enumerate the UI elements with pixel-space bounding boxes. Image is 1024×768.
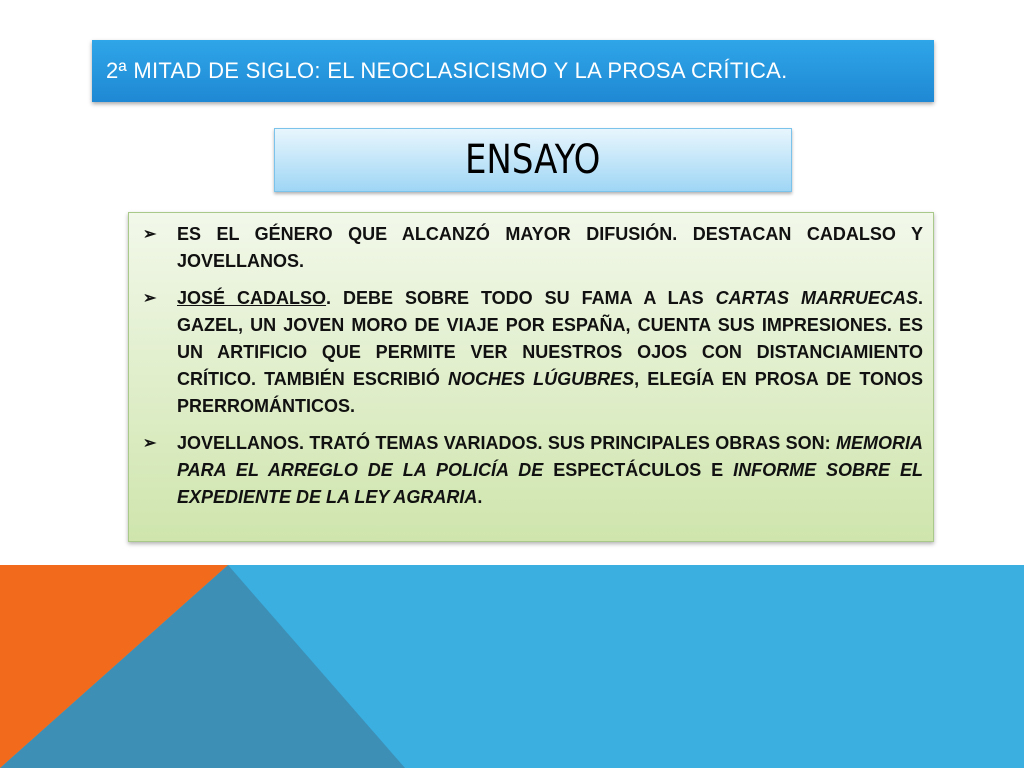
arrow-bullet-icon: ➢	[143, 435, 157, 452]
bullet-text: . GAZEL, UN JOVEN MORO DE VIAJE POR ESPAÑA, CUENTA SUS IMPRESIONES. ES UN ARTIFICIO QUE PERMITE VER NUESTROS OJOS CON DISTANCIAMIENTO CRÍTICO. TAMBIÉN ESCRIBIÓ	[177, 288, 923, 389]
bullet-text: ESPECTÁCULOS E	[553, 460, 734, 480]
section-heading-box	[274, 128, 792, 192]
bullet-item	[141, 221, 923, 275]
bullet-item	[141, 285, 923, 420]
slide-title-bar	[92, 40, 934, 102]
work-title: NOCHES LÚGUBRES	[447, 369, 635, 389]
work-title: CARTAS MARRUECAS	[715, 288, 918, 308]
author-name-cadalso: JOSÉ CADALSO	[177, 288, 327, 308]
content-box	[128, 212, 934, 542]
arrow-bullet-icon: ➢	[143, 290, 157, 307]
bullet-text: ES EL GÉNERO QUE ALCANZÓ MAYOR DIFUSIÓN. DESTACAN CADALSO Y JOVELLANOS.	[177, 224, 923, 271]
section-heading: ENSAYO	[465, 137, 601, 183]
bullet-text: .	[477, 487, 483, 507]
bullet-item	[141, 430, 923, 511]
work-title: INFORME SOBRE EL EXPEDIENTE DE LA LEY AGRARIA	[177, 460, 924, 507]
work-title: MEMORIA PARA EL ARREGLO DE LA POLICÍA DE	[177, 433, 923, 480]
bullet-text: JOVELLANOS. TRATÓ TEMAS VARIADOS. SUS PRINCIPALES OBRAS SON:	[177, 433, 836, 453]
bullet-text: . DEBE SOBRE TODO SU FAMA A LAS	[326, 288, 716, 308]
bullet-text: , ELEGÍA EN PROSA DE TONOS PRERROMÁNTICOS.	[177, 369, 924, 416]
arrow-bullet-icon: ➢	[143, 226, 157, 243]
slide-title: 2ª MITAD DE SIGLO: EL NEOCLASICISMO Y LA PROSA CRÍTICA.	[106, 58, 788, 83]
bullet-list	[141, 221, 923, 511]
decorative-footer	[0, 565, 1024, 768]
